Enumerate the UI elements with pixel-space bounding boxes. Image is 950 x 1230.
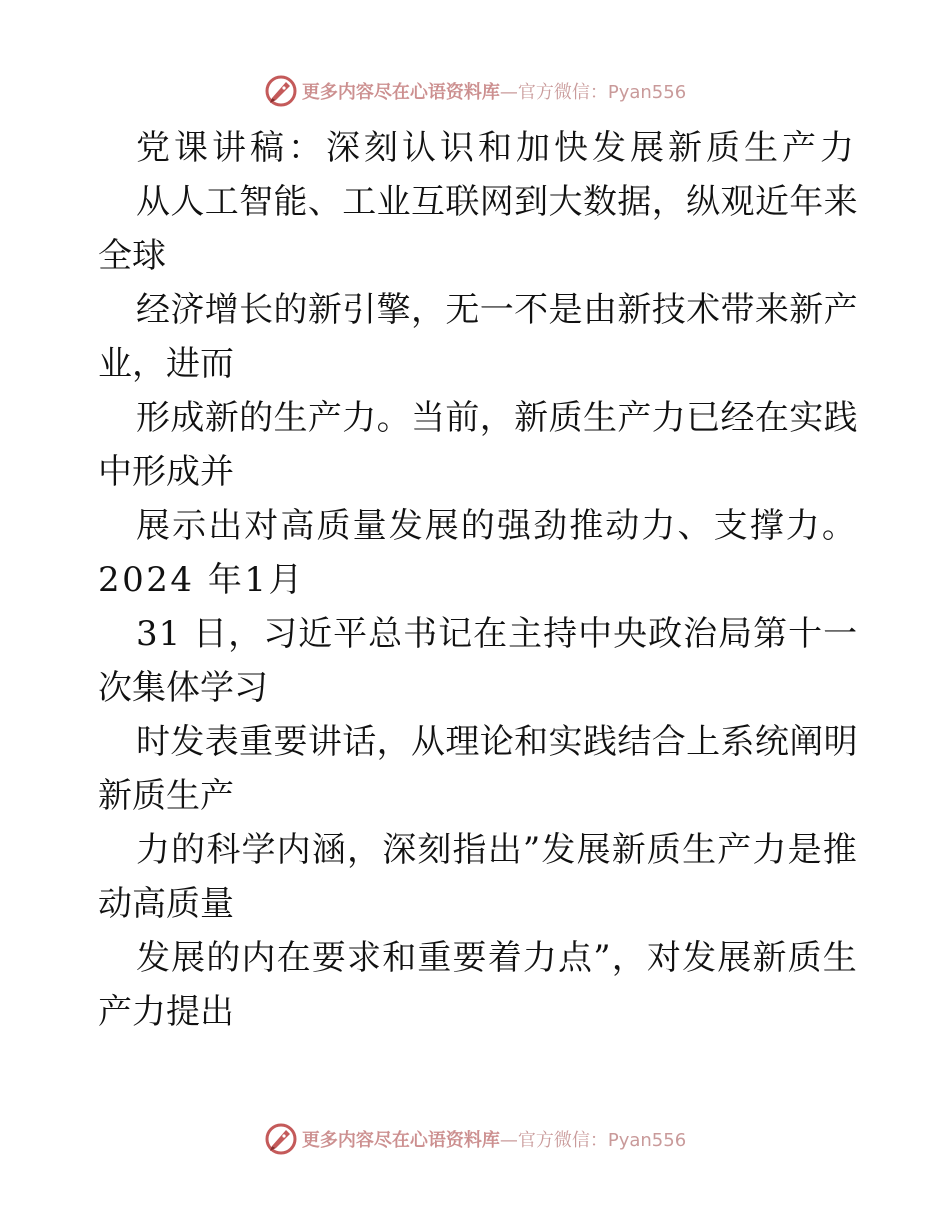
watermark-header	[0, 71, 950, 111]
text-line: 发展的内在要求和重要着力点”，对发展新质生	[136, 938, 858, 978]
text-line: 形成新的生产力。当前，新质生产力已经在实践	[136, 398, 858, 438]
document-body	[98, 121, 858, 1039]
pen-logo-icon	[264, 1122, 298, 1156]
text-line: 次集体学习	[98, 668, 268, 708]
watermark-group	[264, 1122, 686, 1156]
watermark-main-text: 更多内容尽在心语资料库	[301, 1130, 500, 1151]
watermark-main-text: 更多内容尽在心语资料库	[301, 82, 500, 103]
text-line: 新质生产	[98, 776, 234, 816]
text-line: 2024 年1月	[98, 560, 305, 600]
watermark-group	[264, 74, 686, 108]
text-line: 力的科学内涵，深刻指出”发展新质生产力是推	[136, 830, 858, 870]
text-line: 时发表重要讲话，从理论和实践结合上系统阐明	[136, 722, 858, 762]
text-line: 经济增长的新引擎，无一不是由新技术带来新产	[136, 290, 858, 330]
text-line: 31 日，习近平总书记在主持中央政治局第十一	[136, 614, 859, 654]
pen-logo-icon	[264, 74, 298, 108]
text-line: 从人工智能、工业互联网到大数据，纵观近年来	[136, 182, 858, 222]
text-line: 业，进而	[98, 344, 234, 384]
text-line: 动高质量	[98, 884, 234, 924]
text-line: 中形成并	[98, 452, 234, 492]
watermark-sub-text: —官方微信：Pyan556	[499, 82, 687, 103]
text-line: 全球	[98, 236, 166, 276]
watermark-footer	[0, 1119, 950, 1159]
text-line: 党课讲稿：深刻认识和加快发展新质生产力	[136, 128, 858, 168]
watermark-sub-text: —官方微信：Pyan556	[499, 1130, 687, 1151]
text-line: 展示出对高质量发展的强劲推动力、支撑力。	[136, 506, 858, 546]
text-line: 产力提出	[98, 992, 234, 1032]
